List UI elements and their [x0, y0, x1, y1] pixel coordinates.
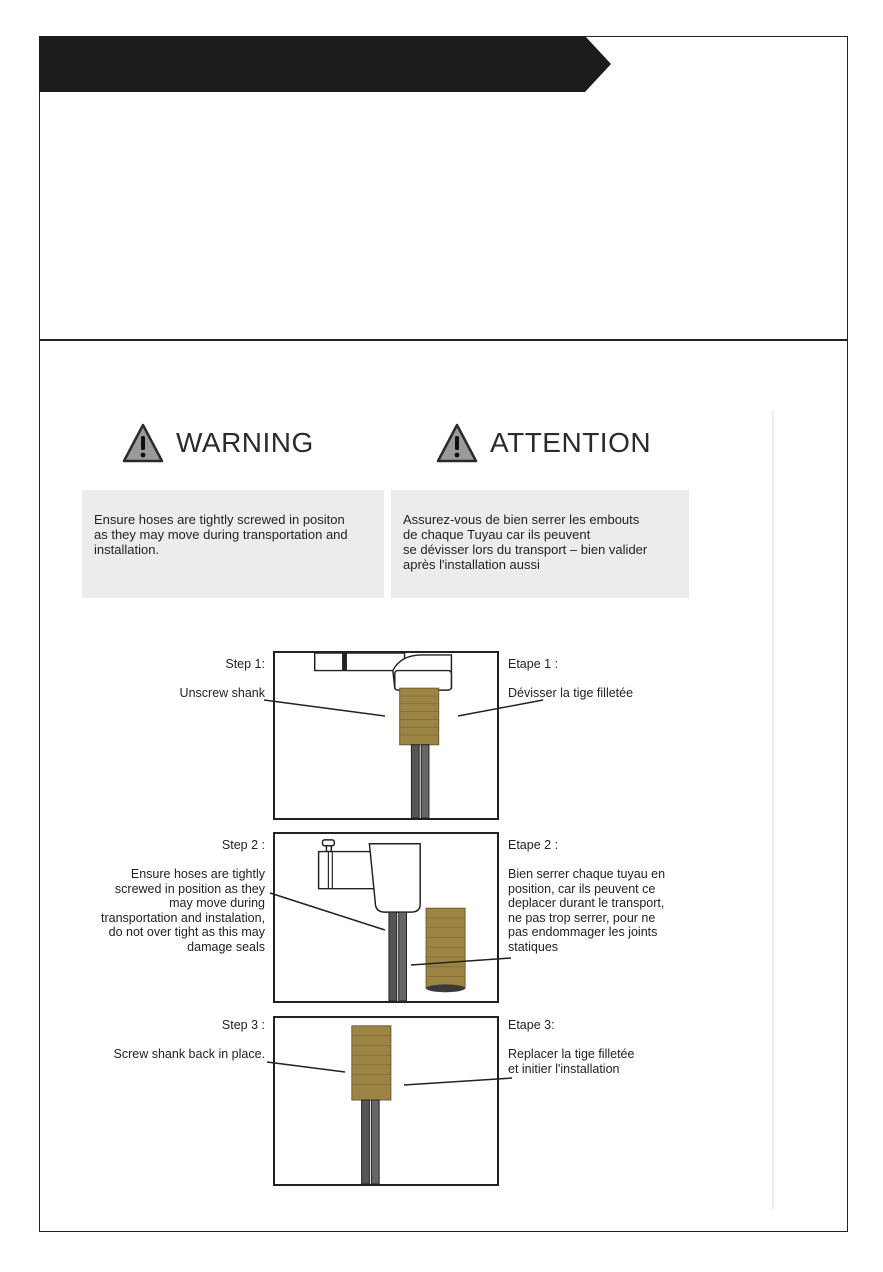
step-text-line: do not over tight as this may [108, 925, 265, 939]
warning-text-line: as they may move during transportation and [94, 527, 348, 542]
section-divider [39, 339, 848, 341]
warning-triangle-icon [122, 423, 164, 463]
warning-heading-en [122, 420, 314, 466]
step3-text-fr [508, 1047, 634, 1076]
step-text-line: may move during [169, 896, 265, 910]
warning-text-line: Ensure hoses are tightly screwed in positon [94, 512, 345, 527]
step-text-line: Dévisser la tige filletée [508, 686, 634, 700]
step-text-line: position, car ils peuvent ce [508, 881, 656, 896]
section-header-bar [39, 36, 611, 92]
step-text-line: Bien serrer chaque tuyau en [508, 867, 666, 881]
warning-box-en [82, 490, 384, 598]
step3-text-en [114, 1047, 265, 1062]
step2-text-fr [508, 867, 665, 954]
step2-illustration [273, 832, 499, 1003]
step2-text-en [101, 867, 265, 954]
step-text-line: screwed in position as they [114, 881, 265, 896]
step1-text-fr [508, 686, 633, 701]
step1-text-en [180, 686, 265, 701]
step-text-line: Replacer la tige filletée [508, 1047, 635, 1061]
step-text-line: ne pas trop serrer, pour ne [508, 910, 656, 925]
step3-illustration [273, 1016, 499, 1186]
warning-box-fr [391, 490, 689, 598]
step-text-line: Ensure hoses are tightly [130, 867, 265, 881]
step1-heading-fr: Etape 1 : [508, 657, 559, 671]
step3-heading-fr: Etape 3: [508, 1018, 555, 1032]
step-text-line: Screw shank back in place. [113, 1047, 265, 1061]
side-strip [772, 410, 774, 1210]
warning-heading-fr [436, 420, 651, 466]
step-text-line: damage seals [187, 939, 265, 954]
step-text-line: pas endommager les joints [508, 925, 658, 939]
step-text-line: transportation and instalation, [101, 910, 265, 925]
step-text-line: Unscrew shank [179, 686, 265, 700]
warning-text-line: après l'installation aussi [403, 557, 540, 572]
step-text-line: deplacer durant le transport, [508, 896, 665, 910]
step2-heading-en: Step 2 : [221, 838, 265, 852]
warning-text-line: de chaque Tuyau car ils peuvent [403, 527, 591, 542]
warning-text-line: se dévisser lors du transport – bien valider [403, 542, 648, 557]
step3-heading-en: Step 3 : [221, 1018, 265, 1032]
step-text-line: statiques [508, 939, 559, 954]
step1-heading-en: Step 1: [225, 657, 265, 671]
step1-illustration [273, 651, 499, 820]
warning-text-line: Assurez-vous de bien serrer les embouts [403, 512, 640, 527]
step-text-line: et initier l'installation [508, 1061, 620, 1076]
warning-title-en: WARNING [176, 427, 314, 458]
warning-title-fr: ATTENTION [490, 427, 652, 458]
warning-text-line: installation. [94, 542, 160, 557]
warning-triangle-icon [436, 423, 478, 463]
step2-heading-fr: Etape 2 : [508, 838, 559, 852]
